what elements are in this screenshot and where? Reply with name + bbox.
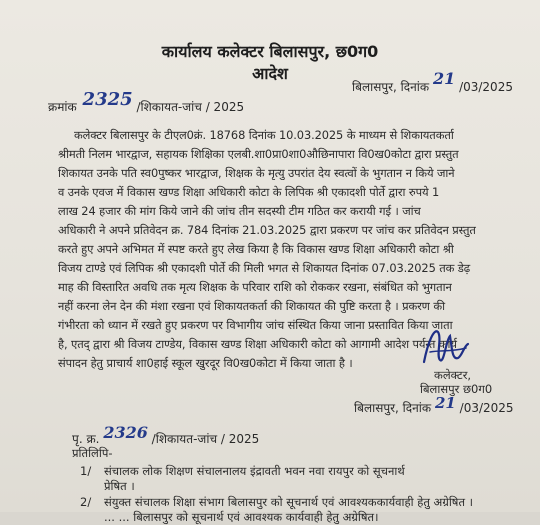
body-line: विजय टाण्डे एवं लिपिक श्री एकादशी पोर्ते की मिली भगत से शिकायत दिनांक 07.03.2025 तक डेढ़ xyxy=(58,261,471,275)
date-day: 21 xyxy=(432,69,456,88)
body-line: अधिकारी ने अपने प्रतिवेदन क्र. 784 दिनांक 21.03.2025 द्वारा प्रकरण पर जांच कर प्रतिवेदन प्रस्तुत xyxy=(58,223,476,237)
body-line: कलेक्टर बिलासपुर के टीएल0क्रं. 18768 दिनांक 10.03.2025 के माध्यम से शिकायतकर्ता xyxy=(74,128,454,142)
date-label: बिलासपुर, दिनांक xyxy=(352,80,430,94)
endorsement-date xyxy=(354,394,514,416)
copy-number: 2/ xyxy=(80,495,92,509)
body-line: श्रीमती निलम भारद्वाज, सहायक शिक्षिका एलबी.शा0प्रा0शा0औछिनापारा वि0ख0कोटा द्वारा प्रस्तुत xyxy=(58,147,459,161)
handwritten-signature xyxy=(416,322,476,370)
body-line: लाख 24 हजार की मांग किये जाने की जांच तीन सदस्यी टीम गठित कर करायी गई । जांच xyxy=(58,204,421,218)
ref-label: पृ. क्र. xyxy=(72,432,100,446)
body-line: व उनके एवज में विकास खण्ड शिक्षा अधिकारी कोटा के लिपिक श्री एकादशी पोर्ते द्वारा रुपये 1 xyxy=(58,185,440,199)
body-line: नहीं करना लेन देन की मंशा रखना एवं शिकायतकर्ता की शिकायत की पुष्टि करता है । प्रकरण की xyxy=(58,299,445,313)
ref-number: 2325 xyxy=(82,89,133,110)
ref-number: 2326 xyxy=(103,423,148,442)
signature-place: बिलासपुर छ0ग0 xyxy=(420,382,493,396)
office-heading: कार्यालय कलेक्टर बिलासपुर, छ0ग0 xyxy=(161,42,379,61)
date-rest: /03/2025 xyxy=(459,80,513,94)
ref-suffix: /शिकायत-जांच / 2025 xyxy=(136,100,245,114)
copy-line: संचालक लोक शिक्षण संचालनालय इंद्रावती भवन नवा रायपुर को सूचनार्थ xyxy=(104,464,405,478)
body-line: माह की विस्तारित अवधि तक मृत्य शिक्षक के परिवार राशि को रोककर रखना, संबंधित को भुगतान xyxy=(58,280,452,294)
copy-number: 1/ xyxy=(80,464,92,478)
ref-label: क्रमांक xyxy=(48,100,77,114)
ref-suffix: /शिकायत-जांच / 2025 xyxy=(151,432,260,446)
order-date xyxy=(352,69,513,95)
order-heading: आदेश xyxy=(252,64,288,83)
copy-label: प्रतिलिपि- xyxy=(72,446,113,460)
copy-line: प्रेषित । xyxy=(104,479,135,493)
endorsement-reference xyxy=(72,423,260,447)
copy-line: संयुक्त संचालक शिक्षा संभाग बिलासपुर को सूचनार्थ एवं आवश्यककार्यवाही हेतु अग्रेषित । xyxy=(104,495,474,509)
signature-designation: कलेक्टर, xyxy=(434,368,472,382)
body-line: करते हुए अपने अभिमत में स्पष्ट करते हुए लेख किया है कि विकास खण्ड शिक्षा अधिकारी कोटा श्री xyxy=(58,242,454,256)
body-line: संपादन हेतु प्राचार्य शा0हाई स्कूल खुरदूर वि0ख0कोटा में किया जाता है । xyxy=(58,356,353,370)
date-label: बिलासपुर, दिनांक xyxy=(354,401,432,415)
body-line: शिकायत उनके पति स्व0पुष्कर भारद्वाज, शिक्षक के मृत्यु उपरांत देय स्वत्वों के भुगतान न किये जाने xyxy=(58,166,455,180)
body-line: गंभीरता को ध्यान में रखते हुए प्रकरण पर विभागीय जांच संस्थित किया जाना प्रस्तावित किया जाता xyxy=(58,318,453,332)
date-day: 21 xyxy=(434,394,456,412)
copy-line: ... ... बिलासपुर को सूचनार्थ एवं आवश्यक कार्यवाही हेतु अग्रेषित। xyxy=(104,510,379,524)
date-rest: /03/2025 xyxy=(459,401,514,415)
body-line: है, एतद् द्वारा श्री विजय टाण्डेय, विकास खण्ड शिक्षा अधिकारी कोटा को आगामी आदेश पर्यन्त कार्य xyxy=(58,337,457,351)
reference-number xyxy=(48,89,245,116)
